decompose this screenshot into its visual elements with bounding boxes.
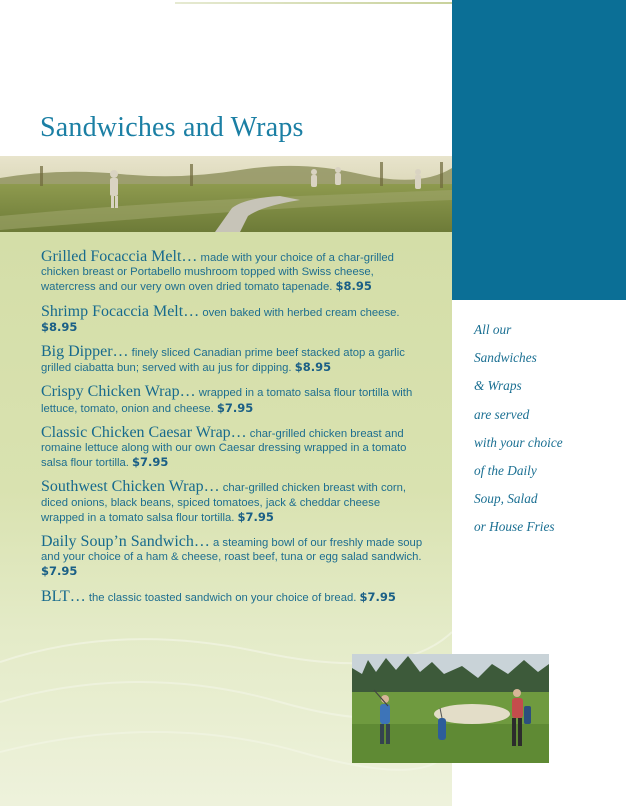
menu-item <box>41 480 426 525</box>
golf-course-banner-image <box>0 156 452 232</box>
accent-color-block <box>452 0 626 300</box>
top-decorative-rule <box>175 2 453 4</box>
side-note-line: are served <box>474 406 530 422</box>
sandwich-menu-list <box>41 250 426 615</box>
side-note-line: or House Fries <box>474 519 555 535</box>
menu-item-name: Daily Soup’n Sandwich… <box>41 533 210 551</box>
menu-item <box>41 423 426 471</box>
side-note-line: with your choice <box>474 434 563 450</box>
menu-item-description: char-grilled chicken breast and romaine lettuce along with our own Caesar dressing wrapped in a tomato salsa flour tortilla. <box>41 427 407 470</box>
menu-item-price: $7.95 <box>132 455 169 470</box>
menu-item-name: Shrimp Focaccia Melt… <box>41 302 200 320</box>
menu-item <box>41 345 426 375</box>
menu-item-price: $8.95 <box>294 360 332 375</box>
menu-item-price: $7.95 <box>237 509 274 524</box>
menu-item-price: $8.95 <box>41 319 78 334</box>
menu-item <box>41 250 426 295</box>
menu-item <box>41 587 426 605</box>
menu-item-name: Grilled Focaccia Melt… <box>41 248 198 265</box>
menu-item-price: $7.95 <box>216 400 254 415</box>
menu-item-description: a steaming bowl of our freshly made soup and your choice of a ham & cheese, roast beef, tuna or egg salad sandwich. <box>41 537 423 564</box>
golfers-photo <box>352 654 549 763</box>
side-note-line: of the Daily <box>474 463 537 479</box>
menu-item-name: Crispy Chicken Wrap… <box>41 383 196 401</box>
menu-item-name: Southwest Chicken Wrap… <box>41 478 220 496</box>
menu-item-price: $8.95 <box>335 279 372 294</box>
menu-item-description: the classic toasted sandwich on your choice of bread. <box>85 591 360 604</box>
side-note <box>474 316 614 542</box>
menu-item-name: BLT… <box>41 587 86 605</box>
menu-item <box>41 302 426 335</box>
side-note-line: Soup, Salad <box>474 491 538 507</box>
menu-item-name: Big Dipper… <box>41 343 129 361</box>
menu-item <box>41 535 426 580</box>
menu-item-description: oven baked with herbed cream cheese. <box>199 306 400 319</box>
page-title: Sandwiches and Wraps <box>40 112 304 143</box>
menu-item-description: made with your choice of a char-grilled chicken breast or Portabello mushroom topped with Swiss cheese, watercress and our very own oven dried tomato tapenade. <box>41 252 394 294</box>
menu-item-description: finely sliced Canadian prime beef stacked atop a garlic grilled ciabatta bun; served with au jus for dipping. <box>41 347 405 375</box>
menu-item-name: Classic Chicken Caesar Wrap… <box>41 423 247 441</box>
menu-item-description: char-grilled chicken breast with corn, diced onions, black beans, spiced tomatoes, jack & cheddar cheese wrapped in a tomato salsa flour tortilla. <box>41 482 407 524</box>
side-note-line: & Wraps <box>474 378 522 394</box>
side-note-line: All our <box>474 322 512 337</box>
menu-item-price: $7.95 <box>41 564 78 579</box>
side-note-line: Sandwiches <box>474 350 537 366</box>
menu-item-description: wrapped in a tomato salsa flour tortilla with lettuce, tomato, onion and cheese. <box>41 387 413 415</box>
menu-item-price: $7.95 <box>359 589 396 604</box>
menu-item <box>41 385 426 415</box>
